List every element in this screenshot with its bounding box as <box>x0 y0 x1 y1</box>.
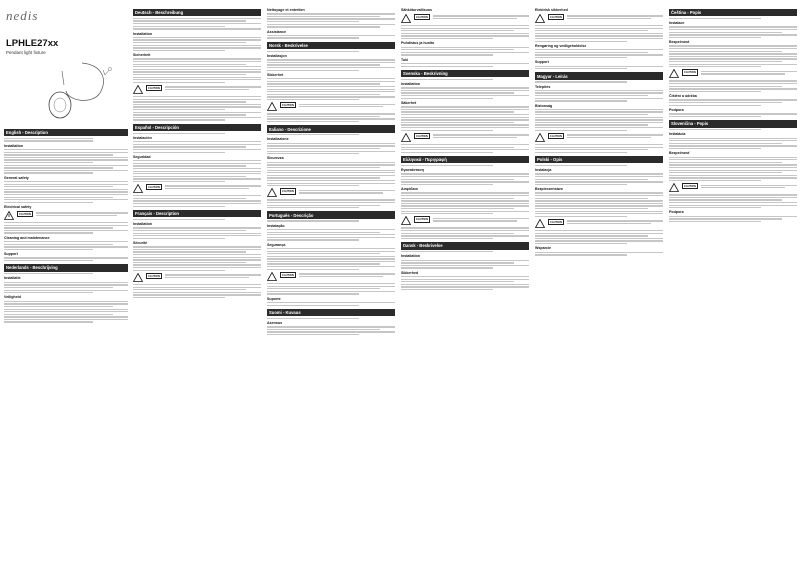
warning-block <box>4 211 128 220</box>
section-header-dutch: Nederlands - Beschrijving <box>4 264 128 271</box>
caution-badge: CAUTION <box>19 212 31 216</box>
product-subtitle: Pendant light fixture <box>6 50 46 55</box>
product-model: LPHLE27xx <box>6 38 59 49</box>
heading-electrical-safety: Electrical safety <box>4 205 32 210</box>
section-header-french: Français - Description <box>133 210 261 217</box>
product-illustration <box>4 61 128 125</box>
section-header-czech: Čeština - Popis <box>669 9 797 16</box>
section-header-finnish: Suomi - Kuvaus <box>267 309 395 316</box>
heading-cleaning: Cleaning and maintenance <box>4 235 50 240</box>
section-header-swedish: Svenska - Beskrivning <box>401 70 529 77</box>
section-header-italian: Italiano - Descrizione <box>267 125 395 132</box>
section-header-greek: Ελληνικά - Περιγραφή <box>401 156 529 163</box>
warning-triangle-icon <box>4 211 14 220</box>
section-header-german: Deutsch - Beschreibung <box>133 9 261 16</box>
section-header-norwegian: Norsk - Beskrivelse <box>267 42 395 49</box>
section-header-slovak: Slovenčina - Popis <box>669 120 797 127</box>
section-header-polish: Polski - Opis <box>535 156 663 163</box>
section-header-danish: Dansk - Beskrivelse <box>401 242 529 249</box>
section-header-english: English - Description <box>4 129 128 136</box>
content-column-4: Elektrisk sikkerhed CAUTION Rengøring og vedligeholdelse Support Magyar - Leírás Telepítés Biztonság CAUTION Polski - Opis Instalacja Bezpieczeństwo CAUTION Wsparcie <box>535 6 663 561</box>
content-column-3: Sähköturvallisuus CAUTION Puhdistus ja huolto Tuki Svenska - Beskrivning Installation Säkerhet CAUTION Ελληνικά - Περιγραφή Εγκατάσταση Ασφάλεια CAUTION Dansk - Beskrivelse Installation Sikkerhed <box>401 6 529 561</box>
content-column-2: Nettoyage et entretien Assistance Norsk - Beskrivelse Installasjon Sikkerhet CAUTION Italiano - Descrizione Installazione Sicurezza CAUTION Português - Descrição Instalação Segurança CAUTION Suporte Suomi - Kuvaus Asennus <box>267 6 395 561</box>
cover-column: nedis LPHLE27xx Pendant light fixture English - Description Installation General safety Electrical safety CAUTION Cleaning and maintenance Support Nederlands - Beschrijving Installatie Veiligheid <box>4 6 128 561</box>
section-header-hungarian: Magyar - Leírás <box>535 72 663 79</box>
content-column-1: Deutsch - Beschreibung Installation Sicherheit CAUTION Español - Descripción Instalación Seguridad CAUTION Français - Description Installation Sécurité CAUTION <box>133 6 261 561</box>
heading-support: Support <box>4 252 18 257</box>
content-column-5: Čeština - Popis Instalace Bezpečnost CAUTION Čištění a údržba Podpora Slovenčina - Popis Inštalácia Bezpečnosť CAUTION Podpora <box>669 6 797 561</box>
section-header-portuguese: Português - Descrição <box>267 211 395 218</box>
heading-general-safety: General safety <box>4 175 29 180</box>
heading-installation: Installation <box>4 143 23 148</box>
section-header-spanish: Español - Descripción <box>133 124 261 131</box>
brand-logo: nedis <box>6 8 39 23</box>
